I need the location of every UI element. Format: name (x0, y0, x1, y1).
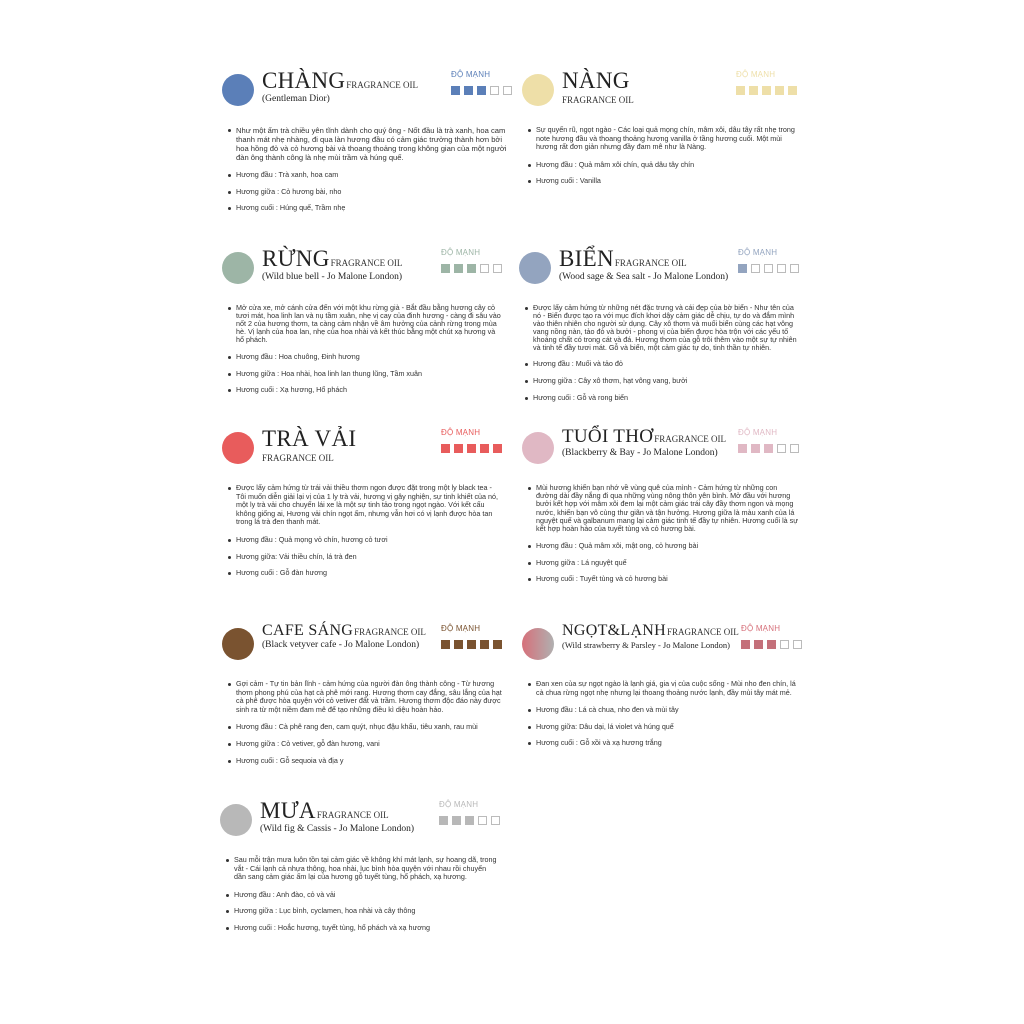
card-chang (222, 68, 512, 221)
card-tra-vai (222, 426, 502, 586)
perfume-subtitle: (Blackberry & Bay - Jo Malone London) (562, 448, 718, 458)
strength-meter (738, 248, 799, 273)
perfume-name: CAFE SÁNG (262, 622, 354, 639)
strength-label: ĐỘ MẠNH (441, 624, 481, 633)
top-notes: Hương đầu : Anh đào, cỏ và vải (226, 891, 500, 900)
top-notes: Hương đầu : Quả mâm xôi, mật ong, cỏ hương bài (528, 542, 799, 551)
color-dot (522, 628, 554, 660)
notes-list (222, 484, 502, 578)
middle-notes: Hương giữa : Lá nguyệt quế (528, 559, 799, 568)
strength-square-filled (480, 444, 489, 453)
description: Mùi hương khiến bạn nhớ về vùng quê của mình - Cảm hứng từ những con đường dài đầy nắng đi qua những vùng nông thôn yên bình. Mở đầu với hương bưởi kết hợp với mâm xôi đem lại một cảm giác trái cây đầy thơm ngon và mọng nước, khiến bạn vô cùng thư giãn và tận hưởng. Hương giữa là màu xanh của lá nguyệt quế và galbanum mang lại cảm giác tinh tế đầy tự nhiên. Hương cuối là sự kết hợp hoàn hảo của tuyết tùng và cỏ hương bài. (528, 484, 799, 533)
color-dot (522, 74, 554, 106)
strength-square-filled (738, 444, 747, 453)
strength-square-filled (465, 816, 474, 825)
perfume-name: TUỔI THƠ (562, 426, 654, 447)
strength-meter (439, 800, 500, 825)
fragrance-oil-label: FRAGRANCE OIL (330, 258, 403, 268)
strength-square-filled (467, 444, 476, 453)
middle-notes: Hương giữa: Vải thiều chín, lá trà đen (228, 553, 502, 562)
strength-square-filled (754, 640, 763, 649)
strength-square-filled (441, 640, 450, 649)
description: Gợi cảm - Tự tin bản lĩnh - cảm hứng của người đàn ông thành công - Từ hương thơm phong phú của hạt cà phê mới rang. Hương thơm cay đắng, sâu lắng của hạt cà phê được hòa quyện với cỏ vetiver đất và trầm. Hương thơm độc đáo này được sinh ra từ một niềm đam mê để tạo những điều kì diệu hoàn hảo. (228, 680, 502, 714)
card-cafe-sang (222, 622, 502, 773)
top-notes: Hương đầu : Quả mọng vỏ chín, hương cỏ tươi (228, 536, 502, 545)
top-notes: Hương đầu : Cà phê rang đen, cam quýt, nhục đậu khấu, tiêu xanh, rau mùi (228, 723, 502, 732)
top-notes: Hương đầu : Hoa chuông, Đinh hương (228, 353, 502, 362)
strength-square-filled (454, 640, 463, 649)
description: Sau mỗi trận mưa luôn tồn tại cảm giác về không khí mát lạnh, sự hoang dã, trong vắt - Cái lạnh cả nhựa thông, hoa nhài, lục bình hòa quyện với nhau rồi chuyển dần sang cảm giác ấm lại của hương gỗ tuyết tùng, hổ phách, xạ hương. (226, 856, 500, 882)
strength-square-filled (439, 816, 448, 825)
base-notes: Hương cuối : Gỗ và rong biển (525, 394, 799, 403)
title-block (262, 426, 356, 463)
middle-notes: Hương giữa: Dâu dại, lá violet và húng quế (528, 723, 802, 732)
color-dot (522, 432, 554, 464)
base-notes: Hương cuối : Vanilla (528, 177, 797, 186)
strength-square-filled (454, 444, 463, 453)
description: Được lấy cảm hứng từ những nét đặc trưng và cái đẹp của bờ biển - Như tên của nó - Biển được tạo ra với mục đích khơi dậy cảm giác dễ chịu, tự do và đắm mình vào thiên nhiên cho người sử dụng. Cây xô thơm và muối biển cùng các hạt vông vang nồng nàn, tảo đỏ và bưởi - phong vị của biển được hòa trộn với các yếu tố khoáng chất có trong cát và đá. Hương thơm của gỗ trôi thêm vào một sự tự nhiên và tinh tế đầy tươi mát. Gỗ và biển, một cảm giác tự do, tinh thần tự nhiên. (525, 304, 799, 351)
perfume-subtitle: (Wild strawberry & Parsley - Jo Malone London) (562, 640, 730, 650)
fragrance-oil-label: FRAGRANCE OIL (262, 453, 334, 463)
card-ngot-lanh (522, 622, 802, 756)
perfume-subtitle: (Black vetyver cafe - Jo Malone London) (262, 640, 420, 650)
strength-square-filled (775, 86, 784, 95)
strength-square-filled (741, 640, 750, 649)
strength-label: ĐỘ MẠNH (441, 248, 481, 257)
strength-label: ĐỘ MẠNH (441, 428, 481, 437)
middle-notes: Hương giữa : Lục bình, cyclamen, hoa nhài và cây thông (226, 907, 500, 916)
notes-list (220, 856, 500, 933)
title-block (562, 622, 739, 650)
fragrance-oil-label: FRAGRANCE OIL (346, 80, 419, 90)
strength-square-filled (493, 444, 502, 453)
base-notes: Hương cuối : Hoắc hương, tuyết tùng, hổ phách và xạ hương (226, 924, 500, 933)
base-notes: Hương cuối : Gỗ xồi và xạ hương trắng (528, 739, 802, 748)
notes-list (519, 304, 799, 402)
strength-square-filled (441, 444, 450, 453)
strength-label: ĐỘ MẠNH (736, 70, 776, 79)
strength-square-filled (762, 86, 771, 95)
strength-square-empty (777, 264, 786, 273)
title-block (559, 246, 728, 282)
strength-square-filled (749, 86, 758, 95)
perfume-subtitle: (Wood sage & Sea salt - Jo Malone London) (559, 272, 729, 282)
fragrance-oil-label: FRAGRANCE OIL (654, 434, 726, 444)
strength-square-empty (790, 444, 799, 453)
middle-notes: Hương giữa : Cỏ vetiver, gỗ đàn hương, vani (228, 740, 502, 749)
description: Mở cửa xe, mở cánh cửa đến với một khu rừng già - Bắt đầu bằng hương cây cỏ tươi mát, hoa linh lan và nụ tầm xuân, nhẹ vị cay của đinh hương - càng đi sâu vào nốt 2 của hương thơm, ta càng cảm nhận về âm hưởng của cảnh rừng trong mùa hè. Vị lạnh của hoa lan, nhẹ của hoa nhài và kết thúc bằng một chút xạ hương và hổ phách. (228, 304, 502, 344)
strength-square-filled (493, 640, 502, 649)
fragrance-oil-label: FRAGRANCE OIL (562, 95, 634, 105)
strength-meter (441, 428, 502, 453)
strength-square-empty (480, 264, 489, 273)
fragrance-oil-label: FRAGRANCE OIL (667, 627, 739, 637)
strength-meter (738, 428, 799, 453)
card-nang (522, 68, 797, 194)
card-tuoi-tho (522, 426, 799, 592)
strength-square-filled (736, 86, 745, 95)
strength-square-filled (788, 86, 797, 95)
notes-list (222, 304, 502, 395)
strength-meter (451, 70, 512, 95)
strength-square-filled (480, 640, 489, 649)
strength-meter (741, 624, 802, 649)
strength-square-filled (738, 264, 747, 273)
strength-square-filled (467, 640, 476, 649)
strength-square-filled (451, 86, 460, 95)
notes-list (522, 126, 797, 186)
strength-square-empty (491, 816, 500, 825)
top-notes: Hương đầu : Quả mâm xôi chín, quả dâu tây chín (528, 161, 797, 170)
base-notes: Hương cuối : Tuyết tùng và cỏ hương bài (528, 575, 799, 584)
strength-square-filled (751, 444, 760, 453)
strength-square-empty (503, 86, 512, 95)
strength-square-filled (467, 264, 476, 273)
strength-square-empty (793, 640, 802, 649)
title-block (562, 68, 634, 105)
notes-list (222, 126, 512, 213)
strength-label: ĐỘ MẠNH (451, 70, 491, 79)
title-block (260, 798, 414, 834)
strength-square-filled (441, 264, 450, 273)
strength-meter (736, 70, 797, 95)
card-bien (519, 246, 799, 410)
strength-square-filled (452, 816, 461, 825)
base-notes: Hương cuối : Gỗ đàn hương (228, 569, 502, 578)
top-notes: Hương đầu : Lá cà chua, nho đen và mùi tây (528, 706, 802, 715)
color-dot (222, 74, 254, 106)
fragrance-oil-label: FRAGRANCE OIL (614, 258, 687, 268)
strength-square-empty (777, 444, 786, 453)
strength-square-empty (790, 264, 799, 273)
card-mua (220, 798, 500, 941)
perfume-subtitle: (Gentleman Dior) (262, 94, 330, 104)
perfume-subtitle: (Wild fig & Cassis - Jo Malone London) (260, 824, 414, 834)
strength-label: ĐỘ MẠNH (439, 800, 479, 809)
base-notes: Hương cuối : Húng quế, Trầm nhẹ (228, 204, 512, 213)
fragrance-oil-label: FRAGRANCE OIL (316, 810, 389, 820)
card-rung (222, 246, 502, 403)
strength-square-filled (767, 640, 776, 649)
top-notes: Hương đầu : Trà xanh, hoa cam (228, 171, 512, 180)
description: Như một ấm trà chiều yên tĩnh dành cho quý ông - Nốt đầu là trà xanh, hoa cam thanh mát nhẹ nhàng, đi qua làn hương đầu có cảm giác trưởng thành hơn bởi hoa hồng đỏ và cỏ hương bài và thoang thoảng trong không gian của một người đàn ông thành công là nhẹ mùi trầm và húng quế. (228, 126, 512, 162)
title-block (262, 622, 426, 650)
strength-meter (441, 624, 502, 649)
notes-list (522, 680, 802, 748)
perfume-name: CHÀNG (262, 68, 346, 93)
middle-notes: Hương giữa : Cây xô thơm, hạt vông vang, bưởi (525, 377, 799, 386)
perfume-name: RỪNG (262, 246, 330, 271)
strength-square-empty (751, 264, 760, 273)
base-notes: Hương cuối : Xạ hương, Hổ phách (228, 386, 502, 395)
strength-label: ĐỘ MẠNH (738, 248, 778, 257)
color-dot (220, 804, 252, 836)
color-dot (222, 432, 254, 464)
strength-square-empty (764, 264, 773, 273)
strength-square-empty (490, 86, 499, 95)
top-notes: Hương đầu : Muối và tảo đỏ (525, 360, 799, 369)
strength-square-empty (478, 816, 487, 825)
color-dot (519, 252, 551, 284)
perfume-name: NÀNG (562, 68, 630, 93)
color-dot (222, 252, 254, 284)
strength-square-empty (780, 640, 789, 649)
perfume-name: MƯA (260, 798, 316, 823)
middle-notes: Hương giữa : Cỏ hương bài, nho (228, 188, 512, 197)
perfume-name: TRÀ VẢI (262, 426, 357, 451)
title-block (262, 246, 402, 282)
strength-square-filled (464, 86, 473, 95)
perfume-name: BIỂN (559, 246, 614, 271)
title-block (262, 68, 418, 104)
middle-notes: Hương giữa : Hoa nhài, hoa linh lan thung lũng, Tầm xuân (228, 370, 502, 379)
notes-list (222, 680, 502, 765)
description: Sự quyến rũ, ngọt ngào - Các loại quả mọng chín, mâm xôi, dâu tây rất nhẹ trong note hương đầu và thoang thoảng hương vanilla ở tầng hương cuối. Một mùi hương rất đơn giản nhưng đầy đam mê như là Nàng. (528, 126, 797, 152)
strength-meter (441, 248, 502, 273)
base-notes: Hương cuối : Gỗ sequoia và địa y (228, 757, 502, 766)
title-block (562, 426, 726, 458)
fragrance-oil-label: FRAGRANCE OIL (354, 627, 426, 637)
strength-square-filled (454, 264, 463, 273)
strength-square-empty (493, 264, 502, 273)
strength-label: ĐỘ MẠNH (738, 428, 778, 437)
notes-list (522, 484, 799, 584)
description: Đan xen của sự ngọt ngào là lạnh giá, gia vị của cuộc sống - Mùi nho đen chín, lá cà chua rừng ngọt nhẹ nhưng lại thoang thoảng nước lạnh, đầy mùi tây mát mẻ. (528, 680, 802, 697)
color-dot (222, 628, 254, 660)
perfume-subtitle: (Wild blue bell - Jo Malone London) (262, 272, 402, 282)
description: Được lấy cảm hứng từ trái vải thiều thơm ngon được đặt trong một ly black tea - Tôi muốn diễn giải lại vị của 1 ly trà vải, hương vị gây nghiện, sự tinh khiết của nó, một ly trà vải cho chuyến lái xe là một sự tinh tảo trong ngọt ngào. Với kết cấu không giống ai, Hương vải chín ngọt ấm, nhưng vẫn hơi có vị lạnh được hòa tan trong lá trà đen thanh mát. (228, 484, 502, 527)
strength-label: ĐỘ MẠNH (741, 624, 781, 633)
strength-square-filled (477, 86, 486, 95)
strength-square-filled (764, 444, 773, 453)
perfume-name: NGỌT&LẠNH (562, 622, 667, 639)
